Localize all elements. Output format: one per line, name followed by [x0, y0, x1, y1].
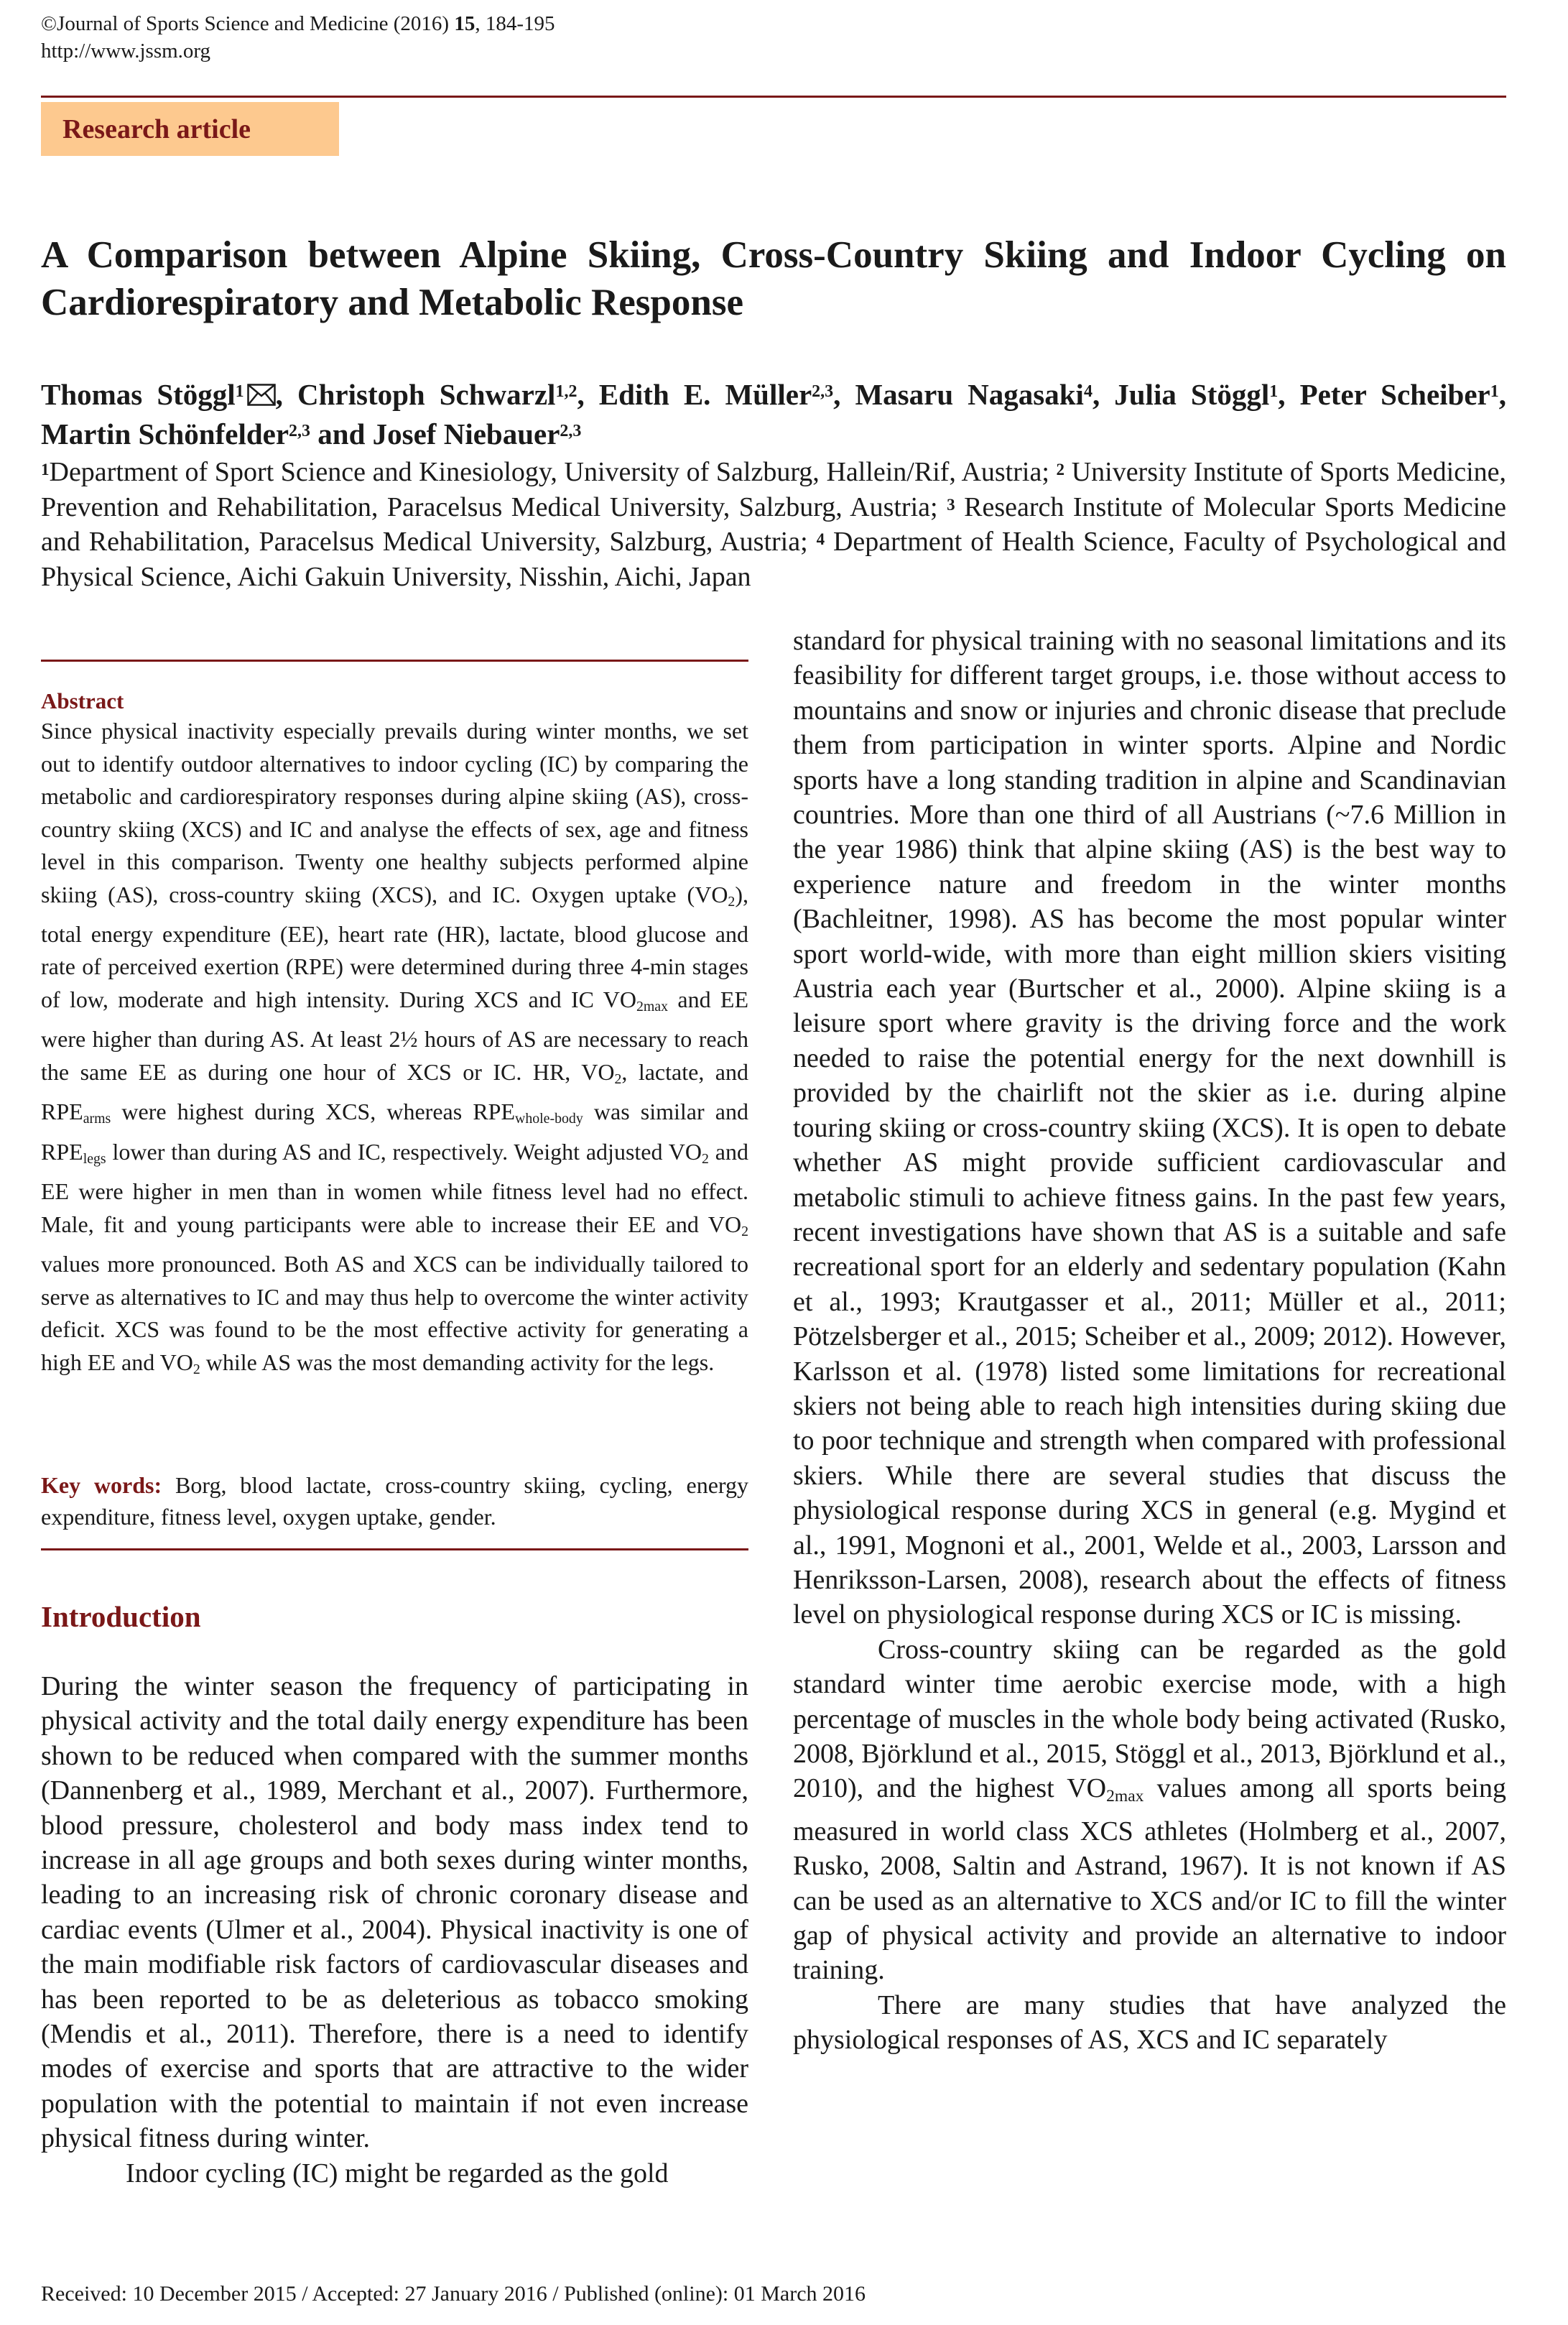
subscript: 2	[741, 1223, 748, 1239]
text-run: were highest during XCS, whereas RPE	[111, 1099, 516, 1125]
subscript: arms	[83, 1111, 111, 1127]
author: Julia Stöggl	[1114, 378, 1270, 411]
text-run: Indoor cycling (IC) might be regarded as the gold	[126, 2158, 669, 2188]
text-run: Cross-country skiing can be regarded as the gold standard winter time aerobic exercise mode, with a high percentage of muscles in the whole body being activated (Rusko, 2008, Björklund et al., 2015, Stöggl et al., 2013, Björklund et al., 2010), and the highest VO	[793, 1634, 1506, 1804]
journal-pages: , 184-195	[475, 12, 555, 35]
introduction-right-column	[793, 624, 1506, 2058]
affiliation-number: 3	[947, 495, 955, 514]
affiliations	[41, 455, 1506, 594]
author-affil-ref: 4	[1083, 382, 1093, 401]
abstract-heading: Abstract	[41, 688, 124, 713]
subscript: 2	[728, 893, 736, 910]
paragraph	[41, 1669, 748, 2156]
subscript: 2max	[636, 998, 669, 1014]
envelope-icon[interactable]	[247, 384, 276, 406]
author-affil-ref: 1	[1490, 382, 1499, 401]
journal-citation	[41, 10, 555, 37]
subscript: whole-body	[515, 1111, 583, 1127]
text-run: values more pronounced. Both AS and XCS can be individually tailored to serve as alternatives to IC and may thus help to overcome the winter activity deficit. XCS was found to be the most effective activity for generating a high EE and VO	[41, 1251, 748, 1375]
text-run: while AS was the most demanding activity for the legs.	[200, 1349, 715, 1375]
keywords-label: Key words:	[41, 1472, 162, 1498]
journal-name: ©Journal of Sports Science and Medicine (2016)	[41, 12, 455, 35]
subscript: 2	[702, 1150, 709, 1167]
author: Martin Schönfelder	[41, 417, 289, 450]
text-run: and EE were higher than during AS. At least 2½ hours of AS are necessary to reach the same EE as during one hour of XCS or IC. HR, VO	[41, 986, 748, 1085]
author: Josef Niebauer	[372, 417, 560, 450]
author-affil-ref: 1	[1269, 382, 1279, 401]
affiliation-number: 1	[41, 461, 50, 479]
authors-conjunction: and	[310, 417, 373, 450]
author-affil-ref: 2,3	[560, 422, 582, 440]
affiliation-text: Research Institute of Molecular Sports Medicine and Rehabilitation, Paracelsus Medical University, Salzburg, Austria;	[41, 491, 1507, 557]
affiliation-number: 2	[1056, 461, 1065, 479]
article-type-badge: Research article	[41, 102, 339, 156]
keywords	[41, 1469, 748, 1533]
text-run: , lactate, and RPE	[41, 1058, 749, 1125]
text-run: Since physical inactivity especially prevails during winter months, we set out to identify outdoor alternatives to indoor cycling (IC) by comparing the metabolic and cardiorespiratory responses during alpine skiing (AS), cross-country skiing (XCS) and IC and analyse the effects of sex, age and fitness level in this comparison. Twenty one healthy subjects performed alpine skiing (AS), cross-country skiing (XCS), and IC. Oxygen uptake (VO	[41, 718, 748, 907]
author-list: Thomas Stöggl$^1$ , Christoph Schwarzl$^{1,2}$, Edith E. Müller$^{2,3}$, Masaru Nagasaki$^4$, Julia Stöggl$^1$, Peter Scheiber$^1$, Martin Schönfelder$^{2,3}$ and Josef Niebauer$^{2,3}$	[41, 378, 1507, 450]
header-divider	[41, 96, 1506, 98]
paragraph	[793, 1632, 1506, 1988]
author: Masaru Nagasaki	[855, 378, 1084, 411]
text-run: and EE were higher in men than in women while fitness level had no effect. Male, fit and young participants were able to increase their EE and VO	[41, 1138, 749, 1237]
author-affil-ref: 1	[235, 382, 244, 401]
subscript: 2	[614, 1071, 622, 1087]
author: Christoph Schwarzl	[297, 378, 556, 411]
author: Thomas Stöggl	[41, 378, 236, 411]
author-affil-ref: 2,3	[289, 422, 311, 440]
author-affil-ref: 2,3	[812, 382, 834, 401]
author: Edith E. Müller	[598, 378, 812, 411]
introduction-left-column	[41, 1669, 748, 2191]
affiliation-text: University Institute of Sports Medicine, Prevention and Rehabilitation, Paracelsus Medical University, Salzburg, Austria;	[41, 457, 1507, 522]
subscript: 2	[192, 1361, 200, 1377]
introduction-heading: Introduction	[41, 1600, 201, 1633]
journal-url[interactable]: http://www.jssm.org	[41, 40, 211, 63]
journal-volume: 15	[454, 12, 475, 35]
paragraph	[793, 1988, 1506, 2058]
abstract-body	[41, 715, 748, 1386]
text-run: standard for physical training with no seasonal limitations and its feasibility for different target groups, i.e. those without access to mountains and snow or injuries and chronic disease that preclude them from participation in winter sports. Alpine and Nordic sports have a long standing tradition in alpine and Scandinavian countries. More than one third of all Austrians (~7.6 Million in the year 1986) think that alpine skiing (AS) is the best way to experience nature and freedom in the winter months (Bachleitner, 1998). AS has become the most popular winter sport world-wide, with more than eight million skiers visiting Austria each year (Burtscher et al., 2000). Alpine skiing is a leisure sport where gravity is the driving force and the work needed to raise the potential energy for the next downhill is provided by the chairlift not the skier as i.e. during alpine touring skiing or cross-country skiing (XCS). It is open to debate whether AS might provide sufficient cardiovascular and metabolic stimuli to achieve fitness gains. In the past few years, recent investigations have shown that AS is a suitable and safe recreational sport for an elderly and sedentary population (Kahn et al., 1993; Krautgasser et al., 2011; Müller et al., 2011; Pötzelsberger et al., 2015; Scheiber et al., 2009; 2012). However, Karlsson et al. (1978) listed some limitations for recreational skiers not being able to reach high intensities during skiing due to poor technique and strength when compared with professional skiers. While there are several studies that discuss the physiological response during XCS in general (e.g. Mygind et al., 1991, Mognoni et al., 2001, Welde et al., 2003, Larsson and Henriksson-Larsen, 2008), research about the effects of fitness level on physiological response during XCS or IC is missing.	[793, 626, 1506, 1630]
affiliation-text: Department of Sport Science and Kinesiology, University of Salzburg, Hallein/Rif, Austria;	[49, 457, 1057, 487]
text-run: values among all sports being measured in world class XCS athletes (Holmberg et al., 2007, Rusko, 2008, Saltin and Astrand, 1967). It is not known if AS can be used as an alternative to XCS and/or IC to fill the winter gap of physical activity and provide an alternative to indoor training.	[793, 1773, 1506, 1986]
paragraph	[793, 624, 1506, 1632]
affiliation-number: 4	[816, 530, 825, 548]
text-run: There are many studies that have analyzed the physiological responses of AS, XCS and IC separately	[793, 1989, 1506, 2056]
text-run: During the winter season the frequency of participating in physical activity and the total daily energy expenditure has been shown to be reduced when compared with the summer months (Dannenberg et al., 1989, Merchant et al., 2007). Furthermore, blood pressure, cholesterol and body mass index tend to increase in all age groups and both sexes during winter months, leading to an increasing risk of chronic coronary disease and cardiac events (Ulmer et al., 2004). Physical inactivity is one of the main modifiable risk factors of cardiovascular diseases and has been reported to be as deleterious as tobacco smoking (Mendis et al., 2011). Therefore, there is a need to identify modes of exercise and sports that are attractive to the wider population with the potential to maintain if not even increase physical fitness during winter.	[41, 1671, 748, 2154]
affiliation-text: Department of Health Science, Faculty of Psychological and Physical Science, Aichi Gakuin University, Nisshin, Aichi, Japan	[41, 527, 1506, 592]
subscript: 2max	[1106, 1787, 1144, 1806]
author: Peter Scheiber	[1299, 378, 1490, 411]
keywords-text: Borg, blood lactate, cross-country skiing, cycling, energy expenditure, fitness level, oxygen uptake, gender.	[41, 1472, 749, 1530]
paper-title: A Comparison between Alpine Skiing, Cross-Country Skiing and Indoor Cycling on Cardiorespiratory and Metabolic Response	[41, 234, 1506, 323]
paragraph	[41, 2156, 748, 2191]
abstract-bottom-rule	[41, 1548, 748, 1550]
subscript: legs	[83, 1150, 106, 1167]
abstract-top-rule	[41, 660, 748, 662]
publication-dates: Received: 10 December 2015 / Accepted: 27 January 2016 / Published (online): 01 March 2016	[41, 2282, 866, 2306]
text-run: lower than during AS and IC, respectively. Weight adjusted VO	[106, 1138, 702, 1165]
author-affil-ref: 1,2	[555, 382, 577, 401]
text-run: ), total energy expenditure (EE), heart rate (HR), lactate, blood glucose and rate of perceived exertion (RPE) were determined during three 4-min stages of low, moderate and high intensity. During XCS and IC VO	[41, 881, 748, 1012]
text-run: was similar and RPE	[41, 1099, 749, 1165]
